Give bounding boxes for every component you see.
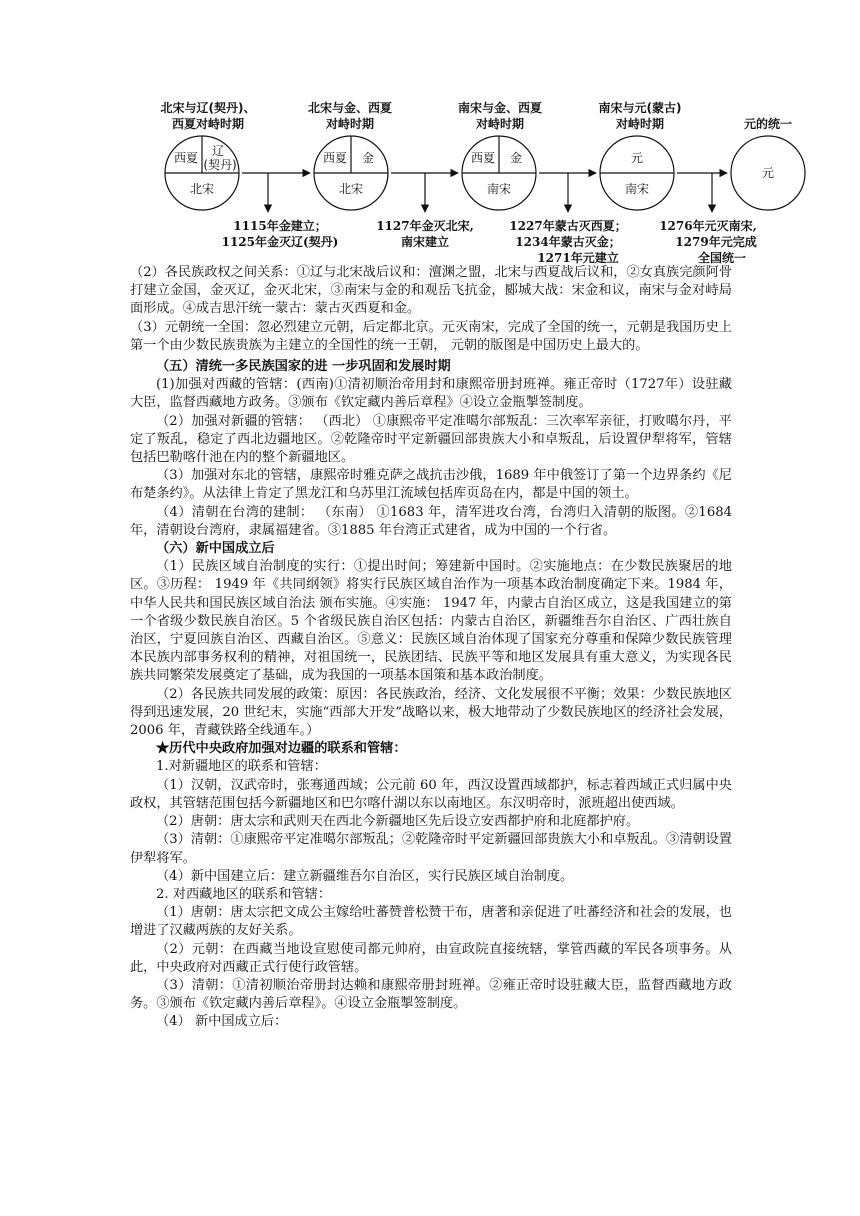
period-3-top-right: 金 bbox=[509, 151, 523, 165]
historical-periods-diagram bbox=[150, 95, 820, 270]
period-1-heading-line1: 北宋与辽(契丹)、 bbox=[160, 101, 256, 115]
subheading-tibet: 2. 对西藏地区的联系和管辖： bbox=[156, 886, 332, 902]
event-4-line3: 全国统一 bbox=[697, 251, 747, 265]
period-1-circle bbox=[165, 136, 239, 210]
period-2-heading-line2: 对峙时期 bbox=[325, 117, 375, 131]
period-2-bottom: 北宋 bbox=[338, 182, 364, 196]
document-body bbox=[130, 264, 732, 1032]
period-1-bottom: 北宋 bbox=[189, 182, 215, 196]
period-3-heading-line2: 对峙时期 bbox=[475, 117, 525, 131]
period-3-bottom: 南宋 bbox=[486, 182, 512, 196]
period-1-top-right-2: (契丹) bbox=[203, 158, 237, 172]
subheading-xinjiang: 1.对新疆地区的联系和管辖： bbox=[156, 759, 327, 775]
event-1-line2: 1125年金灭辽(契丹) bbox=[221, 235, 339, 249]
paragraph: （4）新中国建立后：建立新疆维吾尔自治区，实行民族区域自治制度。 bbox=[156, 868, 574, 884]
paragraph: （3）清朝：①康熙帝平定准噶尔部叛乱；②乾隆帝时平定新疆回部贵族大小和卓叛乱。③清朝设置伊犁将军。 bbox=[130, 832, 732, 866]
period-2-top-left: 西夏 bbox=[322, 151, 348, 165]
paragraph: （4） 新中国成立后： bbox=[156, 1014, 288, 1030]
period-2-heading-line1: 北宋与金、西夏 bbox=[307, 101, 393, 115]
period-1-heading-line2: 西夏对峙时期 bbox=[171, 117, 245, 131]
paragraph: （3）元朝统一全国：忽必烈建立元朝，后定都北京。元灭南宋，完成了全国的统一，元朝是我国历史上第一个由少数民族贵族为主建立的全国性的统一王朝， 元朝的版图是中国历史上最大的。 bbox=[130, 319, 732, 353]
section-heading-qing: （五）清统一多民族国家的进 一步巩固和发展时期 bbox=[156, 359, 451, 375]
period-4-heading-line2: 对峙时期 bbox=[615, 117, 665, 131]
event-4-line2: 1279年元完成 bbox=[675, 235, 757, 249]
period-3-heading-line1: 南宋与金、西夏 bbox=[457, 101, 543, 115]
paragraph: （2）各民族政权之间关系：①辽与北宋战后议和：澶渊之盟，北宋与西夏战后议和，②女真族完颜阿骨打建立金国，金灭辽，金灭北宋，③南宋与金的和观岳飞抗金，郾城大战：宋金和议，南宋与金对峙局面形成。④成吉思汗统一蒙古：蒙古灭西夏和金。 bbox=[130, 265, 732, 317]
event-3-line3: 1271年元建立 bbox=[537, 251, 619, 265]
event-3-line2: 1234年蒙古灭金； bbox=[515, 235, 621, 249]
paragraph: （1）民族区域自治制度的实行：①提出时间；筹建新中国时。②实施地点：在少数民族聚居的地区。③历程： 1949 年《共同纲领》将实行民族区域自治作为一项基本政治制度确定下来。1984 年，中华人民共和国民族区域自治法 颁布实施。④实施： 1947 年，内蒙古自治区成立，这是我国建立的第一个省级少数民族自治区。5 个省级民族自治区包括：内蒙古自治区，新疆维吾尔自治区、广西壮族自治区，宁夏回族自治区、西藏自治区。⑤意义：民族区域自治体现了国家充分尊重和保障少数民族管理本民族内部事务权利的精神，对祖国统一，民族团结、民族平等和地区发展具有重大意义，为实现各民族共同繁荣发展奠定了基础，成为我国的一项基本国策和基本政治制度。 bbox=[130, 559, 732, 684]
period-5-circle bbox=[731, 136, 805, 210]
paragraph: （2）加强对新疆的管辖： （西北） ①康熙帝平定准噶尔部叛乱：三次率军亲征，打败噶尔丹，平定了叛乱，稳定了西北边疆地区。②乾隆帝时平定新疆回部贵族大小和卓叛乱，后设置伊犁将军，管辖包括巴勒喀什池在内的整个新疆地区。 bbox=[130, 413, 732, 466]
event-3-line1: 1227年蒙古灭西夏； bbox=[509, 219, 627, 233]
paragraph: （3）清朝：①清初顺治帝册封达赖和康熙帝册封班禅。②雍正帝时设驻藏大臣，监督西藏地方政务。③颁布《钦定藏内善后章程》。④设立金瓶掣签制度。 bbox=[130, 977, 732, 1012]
paragraph: (1)加强对西藏的管辖：(西南)①清初顺治帝用封和康熙帝册封班禅。雍正帝时（1727年）设驻藏大臣，监督西藏地方政务。③颁布《钦定藏内善后章程》④设立金瓶掣签制度。 bbox=[130, 377, 732, 411]
paragraph: （2）唐朝：唐太宗和武则天在西北今新疆地区先后设立安西都护府和北庭都护府。 bbox=[156, 814, 640, 830]
period-4-circle bbox=[600, 136, 674, 210]
paragraph: （1）汉朝，汉武帝时，张骞通西域；公元前 60 年，西汉设置西域都护，标志着西域正式归属中央政权，其管辖范围包括今新疆地区和巴尔喀什湖以东以南地区。东汉明帝时，派班超出使西域。 bbox=[130, 777, 732, 811]
event-2-line1: 1127年金灭北宋, bbox=[376, 219, 474, 233]
event-2-line2: 南宋建立 bbox=[400, 235, 450, 249]
period-1-top-left: 西夏 bbox=[173, 151, 199, 165]
period-5-label: 元 bbox=[761, 166, 775, 180]
period-3-circle bbox=[462, 136, 536, 210]
event-1-line1: 1115年金建立； bbox=[233, 219, 327, 233]
period-2-top-right: 金 bbox=[361, 151, 375, 165]
paragraph: （3）加强对东北的管辖，康熙帝时雅克萨之战抗击沙俄，1689 年中俄签订了第一个边界条约《尼布楚条约》。从法律上肯定了黑龙江和乌苏里江流域包括库页岛在内，都是中国的领土。 bbox=[130, 468, 732, 502]
period-3-top-left: 西夏 bbox=[470, 151, 496, 165]
event-4-line1: 1276年元灭南宋, bbox=[659, 219, 757, 233]
paragraph: （2）元朝：在西藏当地设宣慰使司都元帅府，由宣政院直接统辖，掌管西藏的军民各项事务。从此，中央政府对西藏正式行使行政管辖。 bbox=[130, 941, 732, 975]
period-4-bottom: 南宋 bbox=[624, 182, 650, 196]
paragraph: （1）唐朝：唐太宗把文成公主嫁给吐蕃赞普松赞干布，唐著和亲促进了吐蕃经济和社会的发展，也增进了汉藏两族的友好关系。 bbox=[130, 905, 732, 939]
period-1-top-right-1: 辽 bbox=[211, 144, 225, 158]
section-heading-frontier: ★历代中央政府加强对边疆的联系和管辖： bbox=[156, 741, 407, 757]
period-4-top: 元 bbox=[630, 151, 644, 165]
period-2-circle bbox=[314, 136, 388, 210]
section-heading-new-china: （六）新中国成立后 bbox=[156, 541, 275, 557]
paragraph: （4）清朝在台湾的建制： （东南） ①1683 年，清军进攻台湾，台湾归入清朝的版图。②1684 年，清朝设台湾府，隶属福建省。③1885 年台湾正式建省，成为中国的一个行省。 bbox=[130, 504, 732, 538]
paragraph: （2）各民族共同发展的政策：原因：各民族政治，经济、文化发展很不平衡；效果：少数民族地区得到迅速发展，20 世纪末，实施“西部大开发”战略以来，极大地带动了少数民族地区的经济社会发展，2006 年，青藏铁路全线通车。） bbox=[130, 686, 732, 739]
period-5-heading: 元的统一 bbox=[743, 117, 793, 131]
period-4-heading-line1: 南宋与元(蒙古) bbox=[598, 101, 682, 115]
